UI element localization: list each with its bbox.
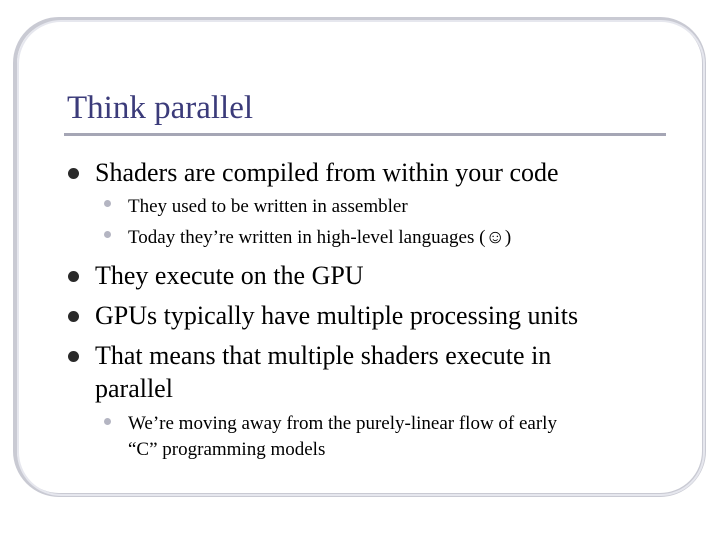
bullet-item: They execute on the GPU (95, 261, 364, 290)
bullet-dot (68, 351, 79, 362)
title-divider (64, 133, 666, 136)
bullet-item: Shaders are compiled from within your code (95, 158, 559, 187)
sub-bullet-item: Today they’re written in high-level languages (☺) (128, 227, 512, 248)
bullet-item: GPUs typically have multiple processing units (95, 301, 579, 330)
bullet-item-line2: parallel (95, 374, 173, 403)
sub-bullet-item-line1: We’re moving away from the purely-linear flow of early (128, 413, 557, 434)
sub-bullet-dot (104, 418, 111, 425)
sub-bullet-item: They used to be written in assembler (128, 196, 408, 217)
bullet-dot (68, 271, 79, 282)
bullet-dot (68, 168, 79, 179)
sub-bullet-item-line2: “C” programming models (128, 439, 326, 460)
bullet-item-line1: That means that multiple shaders execute in (95, 341, 552, 370)
sub-bullet-dot (104, 231, 111, 238)
slide-title: Think parallel (67, 90, 254, 126)
sub-bullet-dot (104, 200, 111, 207)
bullet-dot (68, 311, 79, 322)
